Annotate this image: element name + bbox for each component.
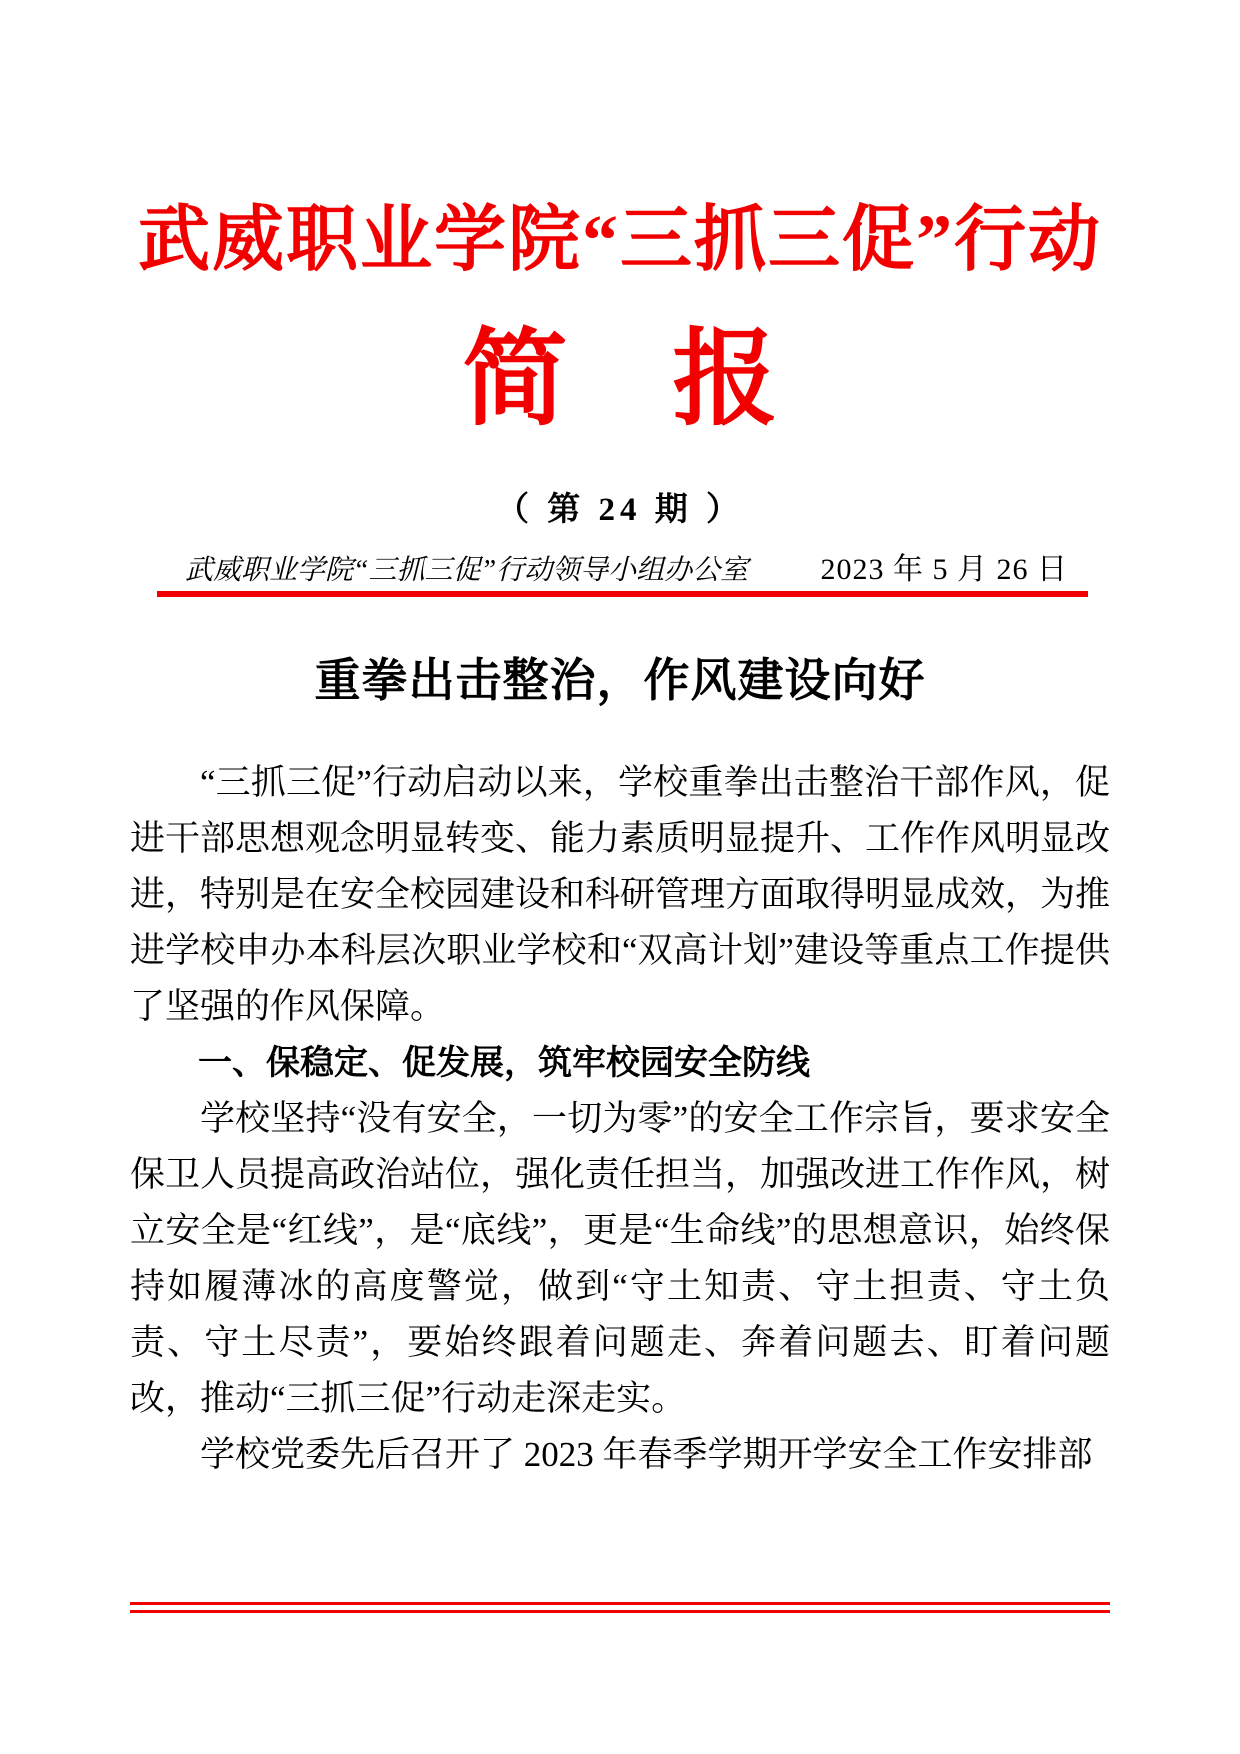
masthead — [130, 200, 1110, 597]
publish-date: 2023 年 5 月 26 日 — [820, 553, 1068, 586]
article-body — [130, 755, 1110, 1483]
masthead-title-line2: 简 报 — [462, 321, 778, 438]
paragraph: 学校党委先后召开了 2023 年春季学期开学安全工作安排部 — [200, 1435, 1093, 1474]
article-title: 重拳出击整治，作风建设向好 — [314, 655, 926, 706]
footer-double-rule — [130, 1602, 1110, 1613]
masthead-info-row — [130, 552, 1110, 588]
issue-number: （ 第 24 期 ） — [496, 492, 744, 528]
paragraph: “三抓三促”行动启动以来，学校重拳出击整治干部作风，促进干部思想观念明显转变、能力素质明显提升、工作作风明显改进，特别是在安全校园建设和科研管理方面取得明显成效，为推进学校申办本科层次职业学校和“双高计划”建设等重点工作提供了坚强的作风保障。 — [130, 763, 1111, 1026]
paragraph: 学校坚持“没有安全，一切为零”的安全工作宗旨，要求安全保卫人员提高政治站位，强化责任担当，加强改进工作作风，树立安全是“红线”，是“底线”，更是“生命线”的思想意识，始终保持如履薄冰的高度警觉，做到“守土知责、守土担责、守土负责、守土尽责”，要始终跟着问题走、奔着问题去、盯着问题改，推动“三抓三促”行动走深走实。 — [130, 1099, 1111, 1418]
masthead-divider-rule — [157, 591, 1088, 597]
section-heading: 一、保稳定、促发展，筑牢校园安全防线 — [198, 1044, 810, 1082]
masthead-title-line1: 武威职业学院“三抓三促”行动 — [137, 200, 1102, 280]
article — [130, 655, 1110, 1483]
publisher-name: 武威职业学院“三抓三促”行动领导小组办公室 — [185, 555, 749, 586]
